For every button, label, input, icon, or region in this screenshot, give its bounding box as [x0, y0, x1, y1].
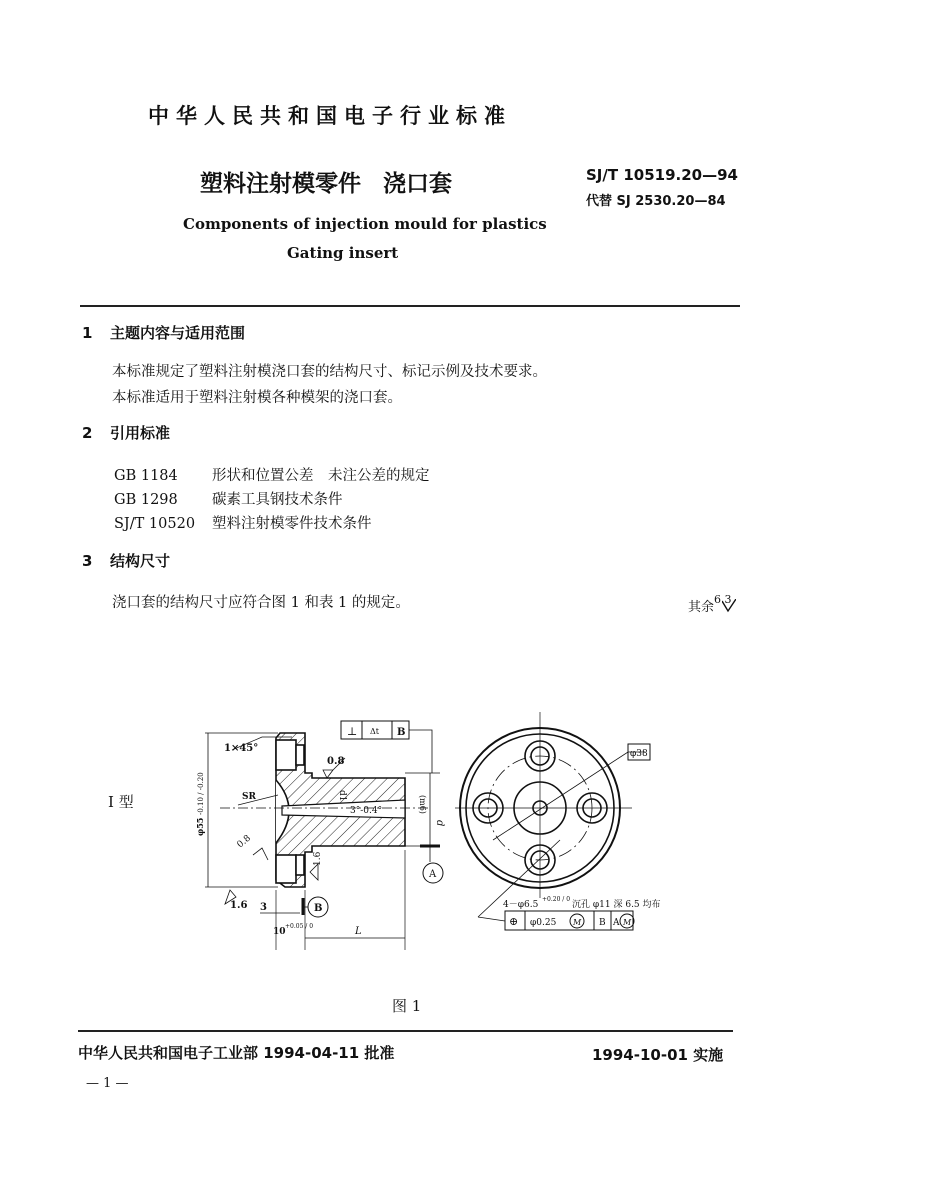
- d1-label: d1: [337, 790, 347, 802]
- dimension-10: 10: [273, 927, 286, 937]
- sr-label: SR: [242, 792, 256, 802]
- title-cn: 塑料注射模零件: [200, 171, 361, 197]
- section-title: 引用标准: [110, 424, 171, 442]
- position-symbol: ⊕: [509, 915, 519, 928]
- title-en-sub: Gating insert: [287, 244, 399, 262]
- reference-name: 形状和位置公差 未注公差的规定: [212, 468, 430, 484]
- title-en: Components of injection mould for plastics: [183, 215, 547, 233]
- position-datum-a: A: [613, 918, 620, 928]
- reference-code: GB 1298: [114, 492, 178, 508]
- standard-number: SJ/T 10519.20—94: [586, 166, 738, 184]
- perpendicularity-symbol: ⊥: [347, 725, 358, 738]
- roughness-label: 1.6: [313, 851, 323, 866]
- chamfer-label: 1×45°: [224, 743, 259, 754]
- datum-b-ref: B: [397, 727, 406, 738]
- fit-m6: (m6): [418, 795, 427, 814]
- figure-type-label: I 型: [108, 793, 134, 811]
- approval-note: 中华人民共和国电子工业部 1994-04-11 批准: [78, 1044, 395, 1062]
- section-number: 2: [82, 424, 93, 442]
- paragraph: 本标准适用于塑料注射模各种模架的浇口套。: [112, 390, 402, 406]
- position-datum-b: B: [599, 918, 606, 928]
- diameter-55-label: φ55: [195, 817, 205, 836]
- standard-body: 中华人民共和国电子行业标准: [148, 104, 512, 128]
- section-title: 主题内容与适用范围: [110, 324, 246, 342]
- dimension-l: L: [355, 926, 362, 937]
- section-view: [205, 721, 443, 950]
- holes-note: 4－φ6.5: [503, 900, 539, 910]
- dimension-3: 3: [260, 902, 267, 913]
- figure-caption: 图 1: [392, 997, 422, 1015]
- mmc-modifier: M: [623, 918, 632, 927]
- holes-note-detail: 沉孔 φ11 深 6.5 均布: [572, 900, 661, 910]
- section-number: 3: [82, 552, 93, 570]
- taper-label: 3°-0.4°: [350, 806, 383, 816]
- paragraph: 浇口套的结构尺寸应符合图 1 和表 1 的规定。: [112, 595, 410, 611]
- perpendicularity-tolerance: Δt: [370, 727, 379, 736]
- footer-divider: [78, 1030, 733, 1032]
- roughness-value: 6.3: [714, 593, 732, 606]
- title-cn-sub: 浇口套: [383, 171, 452, 197]
- roughness-label: 0.8: [235, 833, 253, 851]
- reference-code: SJ/T 10520: [114, 516, 196, 532]
- position-tolerance: φ0.25: [530, 918, 557, 928]
- dimension-d: d: [434, 820, 445, 827]
- roughness-note-text: 其余: [688, 600, 715, 615]
- reference-name: 塑料注射模零件技术条件: [212, 516, 372, 532]
- mmc-modifier: M: [573, 918, 582, 927]
- dimension-10-tolerance: +0.05 / 0: [285, 923, 314, 930]
- page-number: — 1 —: [86, 1076, 129, 1091]
- roughness-label: 1.6: [230, 900, 248, 911]
- pitch-circle-diameter: φ38: [630, 749, 648, 759]
- section-title: 结构尺寸: [110, 552, 171, 570]
- datum-a: A: [429, 869, 437, 880]
- reference-code: GB 1184: [114, 468, 178, 484]
- roughness-label: 0.8: [327, 756, 345, 767]
- datum-b: B: [314, 903, 323, 914]
- effective-date: 1994-10-01 实施: [592, 1046, 724, 1064]
- holes-tolerance: +0.20 / 0: [542, 896, 571, 903]
- replaces-standard: 代替 SJ 2530.20—84: [586, 194, 726, 209]
- paragraph: 本标准规定了塑料注射模浇口套的结构尺寸、标记示例及技术要求。: [112, 364, 547, 380]
- reference-name: 碳素工具钢技术条件: [212, 492, 343, 508]
- diameter-55-tolerance: -0.10 / -0.20: [197, 772, 205, 815]
- section-number: 1: [82, 324, 93, 342]
